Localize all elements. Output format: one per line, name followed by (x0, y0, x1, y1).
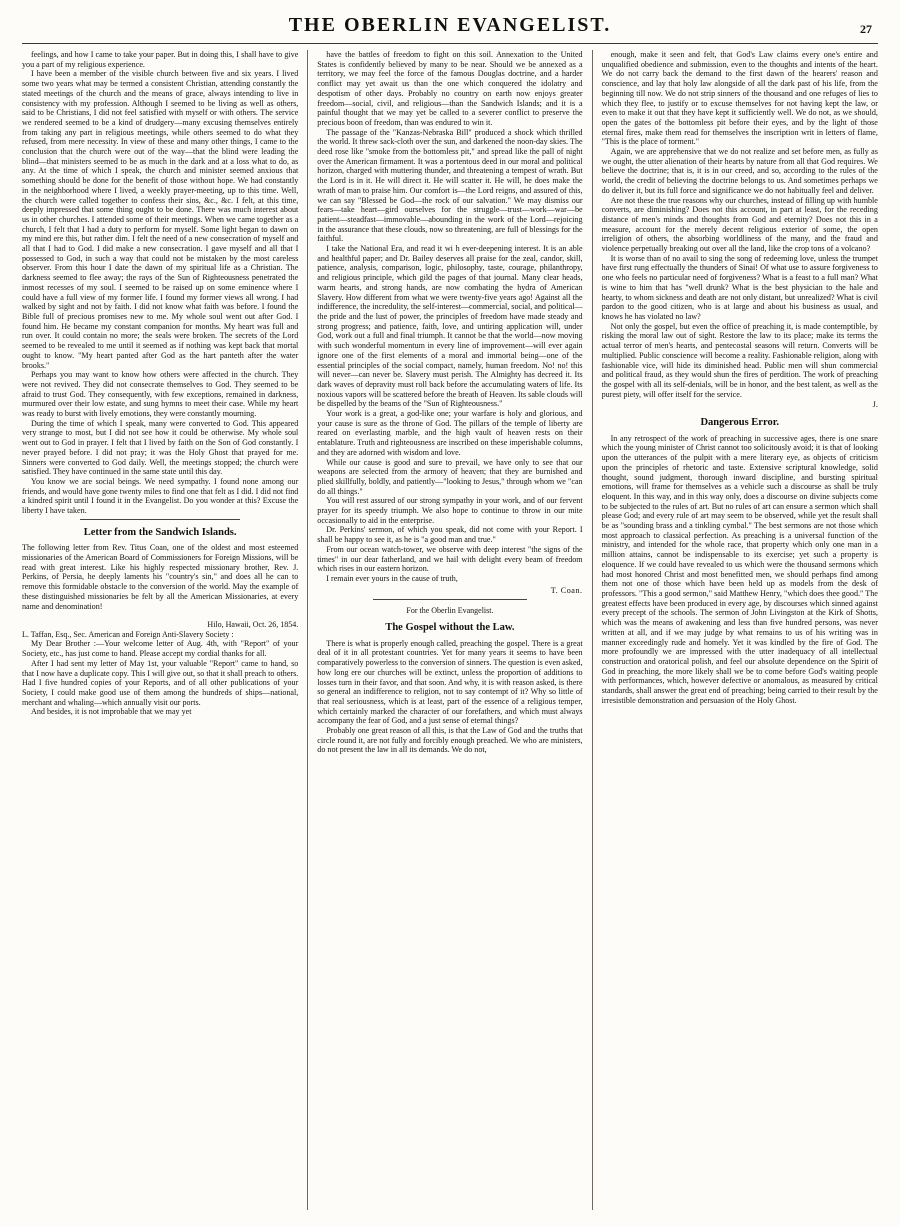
masthead-title: THE OBERLIN EVANGELIST. (288, 14, 612, 36)
section-divider (373, 599, 527, 600)
paragraph: enough, make it seen and felt, that God's Law claims every one's entire and unqualified obedience and submission, even to the thoughts and intents of the heart. We do not carry back the demand to the first dawn of the hearers' reason and conscience, and lay that holy law alongside of all the dark past of his life, from the beginning till now. We do not strip sinners of the thousand and one refuges of lies to which they flee, to justify or to excuse themselves for not having kept the law, or even to make it out that they have kept it sufficiently well. We do not, as we should, open the gates of the bottomless pit before their eyes, and by the light of those eternal fires, make them read for themselves the inscription writ in letters of flame, "This is the place of torment." (601, 50, 878, 147)
page-number: 27 (860, 22, 872, 36)
paragraph: I have been a member of the visible church between five and six years. I lived some two years what may be termed a consistent Christian, attending constantly the stated meetings of the church and the means of grace, always intending to live in consistency with my profession. Although I seemed to be living as well as others, said to be Christians, I did not feel satisfied with myself or with others. The service we rendered seemed to be a kind of drudgery—many excusing themselves entirely from taking any part in religious meetings, while others seemed to do what they refused, from mere necessity. In view of these and many other things, I came to the conclusion that the church were out of the way—that the blind were leading the blind—that ministers seemed to be as much in the dark and at a loss what to do, as any. At the time of which I speak, the church and minister seemed anxious that something should be done for the benefit of those without hope. We had constantly in the neighborhood where I lived, a weekly prayer-meeting, up to this time. Well, the church were called together to confess their sins, &c., &c. I felt, at this time, deeply impressed that some thing ought to be done. There was much interest about us in other churches. I attended some of their meetings. When we came together as a church, I felt that I had a duty to perform for myself. Some light began to dawn on my mind ere this, but rather dim. I felt the need of a new consecration of myself and all that I had to God. I did make a new consecration. I gave myself and all that I possessed to God, in such a way that could not be mistaken by the most careless observer. From this hour I date the dawn of my spiritual life as a Christian. The darkness seemed to flee away; the rays of the Sun of Righteousness penetrated the inmost recesses of my soul. I seemed to be raised up on some eminence where I could have a full view of my former life. I found my former views all wrong. I had walked by sight and not by faith. I did not know what faith was before. I found the Bible full of precious promises new to me. My whole soul went out after God. I found him. He became my constant companion for months. My heart was full and run over. It could contain no more; the seals were broken. The secrets of the Lord seemed to be revealed to me until it seemed as if nothing was kept back that mortal ought to know. "My heart panted after God as the hart panteth after the water brooks." (22, 69, 299, 370)
paragraph: You know we are social beings. We need sympathy. I found none among our friends, and would have gone twenty miles to find one that felt as I did. I did not find a kindred spirit until I found it in the Evangelist. Do you wonder at this? Excuse the liberty I have taken. (22, 476, 299, 516)
paragraph: It is worse than of no avail to sing the song of redeeming love, unless the trumpet have first rung effectually the thunders of Sinai! Of what use to assure forgiveness to one who feels no particular need of forgiveness? What is a feast to a full man? What is wine to him that has "well drunk? What is the best physician to the hale and hearty, to whom sickness and death are not only distant, but unrealized? What is civil pardon to the good citizen, who is at large and about his business as usual, and knows he has violated no law? (601, 253, 878, 321)
paragraph: feelings, and how I came to take your paper. But in doing this, I shall have to give you a part of my religious experience. (22, 50, 299, 69)
section-divider (80, 519, 240, 520)
paragraph: Dr. Perkins' sermon, of which you speak, did not come with your Report. I shall be happy to see it, as he is "a good man and true." (317, 525, 583, 545)
paragraph: From our ocean watch-tower, we observe with deep interest "the signs of the times" in our dear fatherland, and we hail with delight every beam of freedom which rises in our eastern horizon. (317, 544, 583, 574)
paragraph: During the time of which I speak, many were converted to God. This appeared very strange to most, but I did not see how it could be otherwise. My whole soul went out to God in prayer. I felt that I lived by faith on the Son of God constantly. I never prayed before. I did not pray; it was the Holy Ghost that prayed for me. Sinners were converted to God daily. Well, the meetings stopped; the church were satisfied. They have continued in the same state until this day. (22, 418, 299, 477)
paragraph: The passage of the "Kanzas-Nebraska Bill" produced a shock which thrilled the world. It threw sack-cloth over the sun, and darkened the noon-day skies. The deed rose like "smoke from the bottomless pit," and spread like the pall of night over the American firmament. It was a portentous deed in our moral and political horizon, charged with muttering thunder, and threatening a tempest of wrath. But the Lord is in it. He will direct it. He will scatter it. He will, he does make the wrath of man to praise him. Our comfort is—the Lord reigns, and assured of this, we can say "Blessed be God—the rock of our salvation." We may dismiss our fears—take heart—gird ourselves for the struggle—trust—work—war—be patient—steadfast—immovable—abounding in the work of the Lord—rejoicing in the assurance that these clouds, now so threatening, are full of blessings for the faithful. (317, 127, 583, 244)
letter-dateline: Hilo, Hawaii, Oct. 26, 1854. (207, 620, 299, 630)
paragraph: I take the National Era, and read it wi h ever-deepening interest. It is an able and healthful paper; and Dr. Bailey deserves all praise for the zeal, candor, skill, patience, analysis, comparison, logic, philosophy, taste, courage, philanthropy, and religious principle, which gild the pages of that journal. Many clear heads, warm hearts, and strong hands, are now combating the hydra of American Slavery. How different from what we were twenty-five years ago! Against all the indifference, the incredulity, the self-interest—commercial, social, and political—the pride and the lust of power, the principles of freedom have made steady and strong progress; and patience, faith, love, and untiring application will, under God, work out a full and final triumph. It cannot be that the world—now moving with such wonderful momentum in every line of improvement—will ever again ignore one of the first elements of a moral and immortal being—one of the essential principles of the social compact, namely, human freedom. No! no! this will never—can never be. Slavery must perish. The Almighty has decreed it. Its dark waves of depravity must roll back before the accumulating waters of life. Its noxious vapors will be scattered before the breath of Heaven. Its sable clouds will be dispelled by the beams of the "Sun of Righteousness." (317, 244, 583, 409)
paragraph: There is what is properly enough called, preaching the gospel. There is a great deal of it in all protestant countries. Yet for many years it seems to have been comparatively powerless to the conversion of sinners. The question is even asked, how long ere our churches will be extinct, unless the proportion of additions to losses turn in their favor, and that soon. And why, it is with reason asked, is there so general an indifference to religion, not to say contempt of it? Why so little of that real seriousness, which is at least, part of the essence of a religious temper, which certainly marked the character of our forefathers, and which must always accompany the fear of God, and a just sense of eternal things? (317, 638, 583, 726)
columns-container (22, 50, 878, 1210)
paragraph: My Dear Brother :—Your welcome letter of Aug. 4th, with "Report" of your Society, etc., has just come to hand. Please accept my cordial thanks for all. (22, 639, 299, 659)
masthead-rule (22, 43, 878, 44)
paragraph: Your work is a great, a god-like one; your warfare is holy and glorious, and your cause is sure as the throne of God. The pillars of the temple of liberty are reared on everlasting marble, and the high vault of heaven rests on their entablature. Truth and righteousness are inscribed on these imperishable columns, and they are adorned with wisdom and love. (317, 409, 583, 457)
article-heading-gospel-without-law: The Gospel without the Law. (385, 622, 515, 634)
paragraph: I remain ever yours in the cause of truth, (326, 573, 458, 583)
paragraph: You will rest assured of our strong sympathy in your work, and of our fervent prayer for its speedy triumph. We also hope to continue to throw in our mite occasionally to aid in the enterprise. (317, 496, 583, 525)
paragraph: Are not these the true reasons why our churches, instead of filling up with humble converts, are diminishing? Does not this account, in part at least, for the receding distance of men's minds and thoughts from God and eternity? Does not this in a measure, account for the merely decent religious exterior of some, the open irreligion of others, the absorbing worldliness of the many, and the fraud and violence perpetually breaking out over all the land, like the crop tons of a volcano? (601, 195, 878, 254)
paragraph: Perhaps you may want to know how others were affected in the church. They were not revived. They did not consecrate themselves to God. They seemed to be afraid to trust God. They consequently, with few exceptions, remained in darkness, murmured over their low estate, and sung hymns to meet their case. While my heart was ready to burst with lively emotions, they were constantly mourning. (22, 370, 299, 419)
paragraph: Again, we are apprehensive that we do not realize and set before men, as fully as we ought, the utter alienation of their hearts by nature from all that God requires. We believe the doctrine; that is, it is in our creed, and so, according to the rules of the world, the credit of believing the doctrine belongs to us. And sometimes perhaps we do deliver it, but its full force and significance we do not habitually feel and deliver. (601, 147, 878, 195)
masthead (22, 14, 878, 41)
paragraph: While our cause is good and sure to prevail, we have only to see that our weapons are selected from the armory of heaven; that they are burnished and plied skillfully, boldly, and patiently—"looking to Jesus," through whom we "can do all things." (317, 457, 583, 496)
paragraph: And besides, it is not improbable that we may yet (31, 707, 192, 717)
column-1 (22, 50, 307, 1210)
letter-address: L. Taffan, Esq., Sec. American and Foreign Anti-Slavery Society : (22, 629, 234, 639)
letter-intro: The following letter from Rev. Titus Coan, one of the oldest and most esteemed missionaries of the American Board of Commissioners for Foreign Missions, will be read with great interest. Like his highly respected missionary brother, Rev. J. Perkins, of Persia, he deeply laments his "country's sin," and does all he can to remove this formidable obstacle to the conversion of the world. May the example of these distinguished missionaries be felt by all the American Missionaries, at every name and denomination! (22, 543, 299, 611)
article-signature: J. (872, 400, 878, 410)
article-heading-dangerous-error: Dangerous Error. (700, 417, 780, 429)
paragraph: have the battles of freedom to fight on this soil. Annexation to the United States is confidently believed by many to be near. Should we be annexed as a territory, we may feel the force of the famous Douglas doctrine, and a harder conflict may yet await us than the one which conquered the idolatry and despotism of other days. Probably no country on earth now enjoys greater freedom—social, civil, and religious—than the Sandwich Islands; and it is a painful thought that we may yet be called to a severer conflict to preserve the precious boon of freedom, than was endured to win it. (317, 50, 583, 127)
paragraph: In any retrospect of the work of preaching in successive ages, there is one snare which the young minister of Christ cannot too solicitously avoid; it is that of looking upon the utterances of the pulpit with a mere literary eye, as objects of criticism upon the principles of rhetoric and taste. Extensive scriptural knowledge, solid thought, sound judgment, thorough inward discipline, and bursting spiritual emotions, will frame for themselves as a vehicle such a discourse as shall be truly eloquent. In this way, and in this way only, does a discourse on divine subjects come to be subjected to the rules of art. But no rules of art can ensure a sermon which shall please God; and every rule of art may seem to be observed, while yet the result shall be as "sounding brass and a tinkling cymbal." The best sermons are not those which most approach to classical perfection. As preaching is a universal function of the ministry, and intended for the whole race, that property which only one man in a million attains, cannot be indispensable to its exercise; yet such a property is eloquence. If we could have revealed to us which were the thousand sermons which had most honored Christ and most benefitted men, we should perhaps find among them not one of those which have been held up as models from the desk of professors. "This a good sermon," said Matthew Henry, "which does thee good." The greatest effects have been produced in every age, by discourses which sinned against every precept of the schools. The sermon of John Livingston at the Kirk of Shotts, which was the means of awakening and less than five hundred persons, was never written at all, and if we may judge by what remains to us of his writing was in manner exceedingly rude and homely. Yet it was kindled by the fire of God. The more profoundly we are impressed with the utter inadequacy of all intellectual construction and oratorical polish, and feel our absolute dependence on the Spirit of God in preaching, the more likely shall we be to come before God's waiting people with performances, which, however defective or anomalous, as measured by critical standards, shall answer the great end of preaching; being carried to their result by the irresistible demonstration and persuasion of the Holy Ghost. (601, 433, 878, 705)
paragraph: After I had sent my letter of May 1st, your valuable "Report" came to hand, so that I now have a duplicate copy. This I will give out, so that it shall preach to others. Had I five hundred copies of your Reports, and of all other publications of your Society, I could make good use of them among the hundreds of ships—national, merchant and whaling—which annually visit our ports. (22, 658, 299, 707)
section-note: For the Oberlin Evangelist. (406, 605, 494, 615)
paragraph: Probably one great reason of all this, is that the Law of God and the truths that circle round it, are not fully and forcibly enough preached. We who are ministers, do not present the law in all its demands. We do not, (317, 726, 583, 755)
paragraph: Not only the gospel, but even the office of preaching it, is made contemptible, by risking the moral law out of sight. Restore the law to its place; make its terms the actual terror of men's hearts, and pentecostal seasons will return. Converts will be multiplied. Public conscience will become a reality. Fashionable religion, along with fashionable vice, will hide its diminished head. Public men will shun commercial and political fraud, as they would shun the fires of perdition. The work of preaching the gospel with all its self-denials, will be in honor, and the best talent, as well as the purest piety, will offer itself for the service. (601, 321, 878, 399)
column-2 (307, 50, 592, 1210)
letter-signature: T. Coan. (550, 585, 583, 595)
column-3 (593, 50, 878, 1210)
article-heading-sandwich-islands: Letter from the Sandwich Islands. (83, 526, 237, 538)
